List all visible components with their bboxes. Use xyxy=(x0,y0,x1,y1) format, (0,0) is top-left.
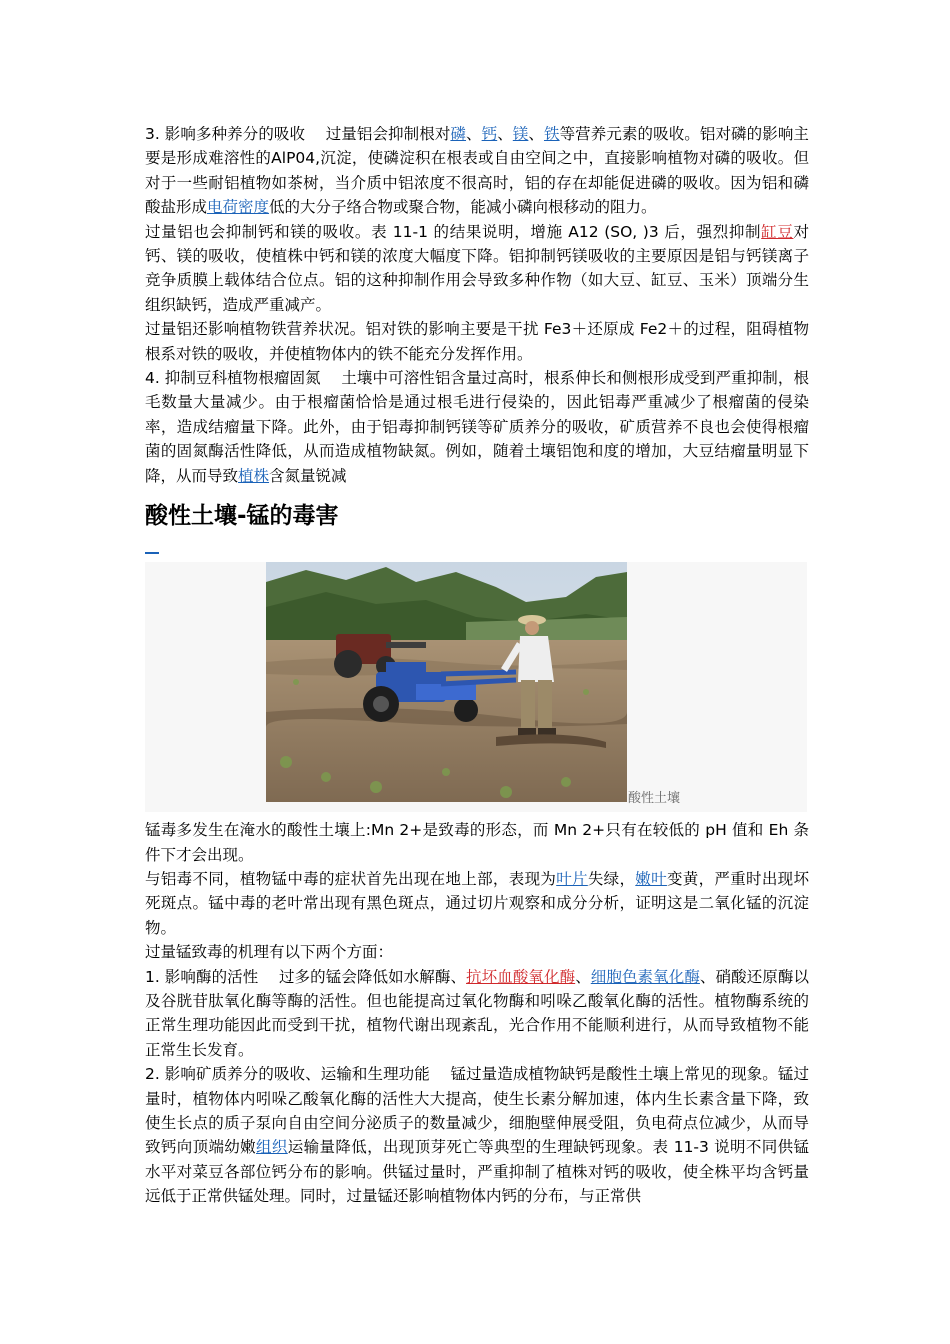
text-segment: 变黄，严重时出现坏死斑点。锰中毒的老叶常出现有黑色斑点，通过切片观察和成分分析，证明这是二氧化锰的沉淀物。 xyxy=(145,869,809,937)
separator: 、 xyxy=(497,125,513,143)
figure xyxy=(145,562,807,812)
section-heading: 酸性土壤-锰的毒害 xyxy=(145,503,339,530)
paragraph-calcium-magnesium xyxy=(145,220,809,318)
link-plant[interactable]: 植株 xyxy=(238,466,270,485)
link-cowpea[interactable]: 缸豆 xyxy=(761,222,794,241)
text-segment: 失绿， xyxy=(587,869,636,888)
link-iron[interactable]: 铁 xyxy=(543,125,560,143)
text-segment: 3. 影响多种养分的吸收 过量铝会抑制根对 xyxy=(145,125,451,143)
text-segment: 低的大分子络合物或聚合物，能减小磷向根移动的阻力。 xyxy=(269,198,657,217)
paragraph-nodule-fixation xyxy=(145,366,809,488)
paragraph-manganese-intro: 锰毒多发生在淹水的酸性土壤上:Mn 2+是致毒的形态，而 Mn 2+只有在较低的 pH 值和 Eh 条件下才会出现。 xyxy=(145,821,809,864)
paragraph-mineral-uptake xyxy=(145,1062,809,1208)
text-segment: 运输量降低，出现顶芽死亡等典型的生理缺钙现象。表 11-3 说明不同供锰水平对菜豆各部位钙分布的影响。供锰过量时，严重抑制了植株对钙的吸收，使全株平均含钙量远低于正常供锰处理。同时，过量锰还影响植物体内钙的分布，与正常供 xyxy=(145,1138,809,1206)
text-segment: 过量铝也会抑制钙和镁的吸收。表 11-1 的结果说明，增施 A12 (SO, )3 后，强烈抑制 xyxy=(145,222,762,241)
text-segment: 、硝酸还原酶以及谷胱苷肽氧化酶等酶的活性。但也能提高过氧化物酶和吲哚乙酸氧化酶的活性。植物酶系统的正常生理功能因此而受到干扰，植物代谢出现紊乱，光合作用不能顺利进行，从而导致植物不能正常生长发育。 xyxy=(145,967,809,1059)
image-anchor-marker[interactable] xyxy=(145,552,159,554)
text-segment: 对钙、镁的吸收，使植株中钙和镁的浓度大幅度下降。铝抑制钙镁吸收的主要原因是铝与钙镁离子竞争质膜上载体结合位点。铝的这种抑制作用会导致多种作物（如大豆、缸豆、玉米）顶端分生组织缺钙，造成严重减产。 xyxy=(145,222,809,314)
text-segment: 含氮量锐减 xyxy=(269,466,347,485)
link-magnesium[interactable]: 镁 xyxy=(512,125,529,143)
link-leaf[interactable]: 叶片 xyxy=(556,869,588,888)
separator: 、 xyxy=(528,125,544,143)
link-charge-density[interactable]: 电荷密度 xyxy=(207,198,270,217)
image-caption: 酸性土壤 xyxy=(628,791,681,807)
link-young-leaf[interactable]: 嫩叶 xyxy=(635,869,667,888)
paragraph-mechanism-intro: 过量锰致毒的机理有以下两个方面： xyxy=(145,943,394,962)
text-segment: 等营养元素的吸收。铝对磷的影响主要是形成难溶性的AlP04,沉淀，使磷淀积在根表或自由空间之中，直接影响植物对磷的吸收。但对于一些耐铝植物如茶树，当介质中铝浓度不很高时，铝的存在却能促进磷的吸收。因为铝和磷酸盐形成 xyxy=(145,125,809,217)
paragraph-manganese-symptoms xyxy=(145,867,809,940)
link-cytochrome-oxidase[interactable]: 细胞色素氧化酶 xyxy=(590,967,700,986)
acid-soil-farming-photo xyxy=(266,562,627,802)
link-calcium[interactable]: 钙 xyxy=(481,125,498,143)
link-tissue[interactable]: 组织 xyxy=(256,1138,288,1157)
paragraph-iron: 过量铝还影响植物铁营养状况。铝对铁的影响主要是干扰 Fe3＋还原成 Fe2＋的过程，阻碍植物根系对铁的吸收，并使植物体内的铁不能充分发挥作用。 xyxy=(145,320,809,363)
text-segment: 2. 影响矿质养分的吸收、运输和生理功能 锰过量造成植物缺钙是酸性土壤上常见的现象。锰过量时，植物体内吲哚乙酸氧化酶的活性大大提高，使生长素分解加速，体内生长素含量下降，致使生长点的质子泵向自由空间分泌质子的数量减少，细胞壁伸展受阻，负电荷点位减少，从而导致钙向顶端幼嫩 xyxy=(145,1065,809,1157)
link-phosphorus[interactable]: 磷 xyxy=(450,125,467,143)
document-body xyxy=(145,122,809,1209)
text-segment: 4. 抑制豆科植物根瘤固氮 土壤中可溶性铝含量过高时，根系伸长和侧根形成受到严重抑制，根毛数量大量减少。由于根瘤菌恰恰是通过根毛进行侵染的，因此铝毒严重减少了根瘤菌的侵染率，造成结瘤量下降。此外，由于铝毒抑制钙镁等矿质养分的吸收，矿质营养不良也会使得根瘤菌的固氮酶活性降低，从而造成植物缺氮。例如，随着土壤铝饱和度的增加，大豆结瘤量明显下降，从而导致 xyxy=(145,369,809,485)
separator: 、 xyxy=(575,967,591,986)
text-segment: 与铝毒不同，植物锰中毒的症状首先出现在地上部，表现为 xyxy=(145,869,557,888)
text-segment: 1. 影响酶的活性 过多的锰会降低如水解酶、 xyxy=(145,967,467,986)
separator: 、 xyxy=(466,125,482,143)
link-ascorbate-oxidase[interactable]: 抗坏血酸氧化酶 xyxy=(466,967,576,986)
paragraph-multi-nutrient xyxy=(145,122,809,220)
paragraph-enzyme-activity xyxy=(145,965,809,1063)
